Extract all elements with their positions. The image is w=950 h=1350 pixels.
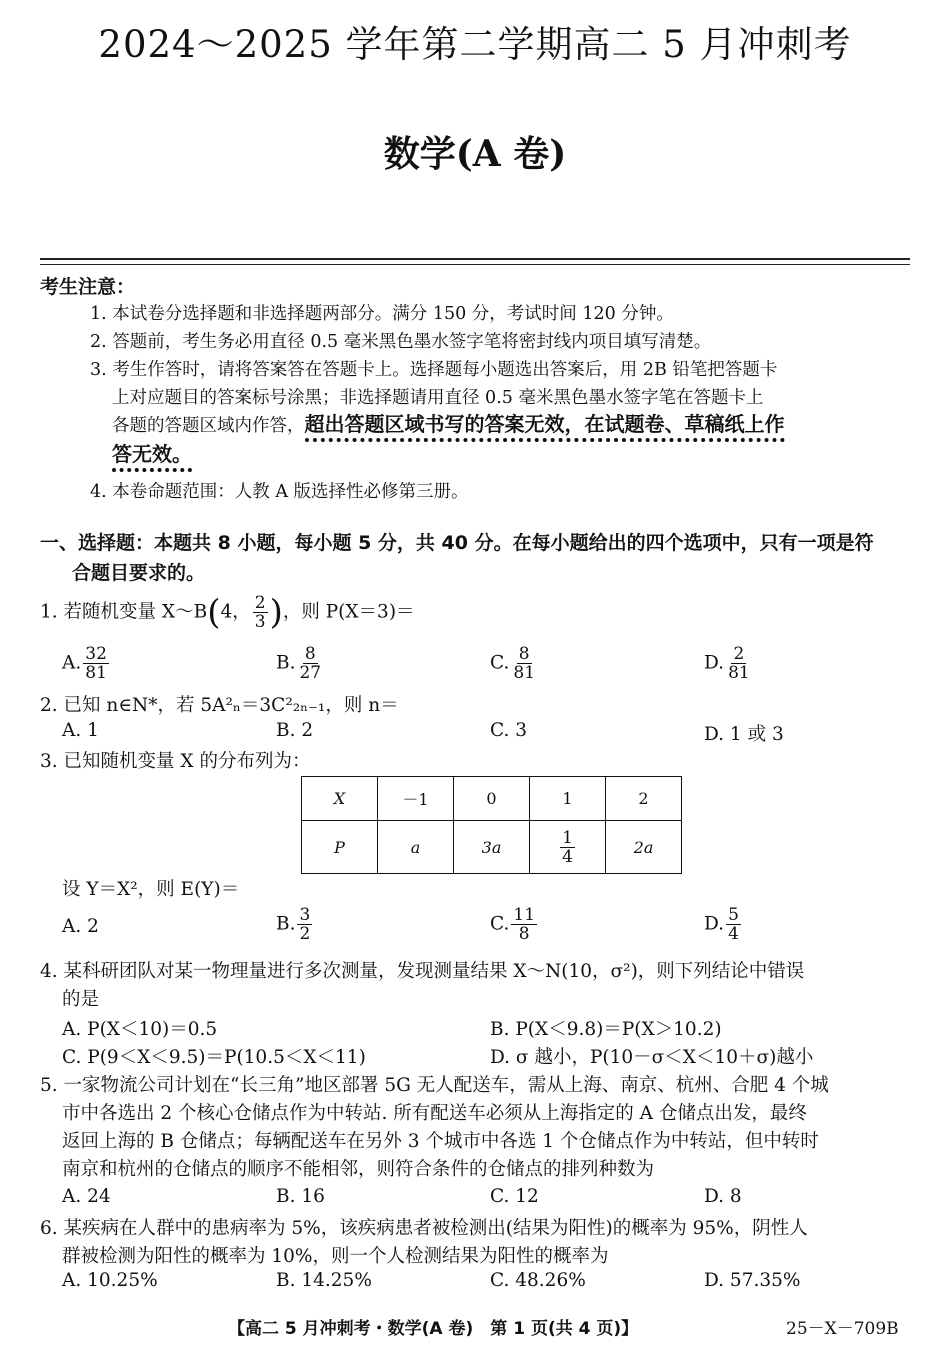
footer-page-info: 【高二 5 月冲刺考・数学(A 卷) 第 1 页(共 4 页)】 [228,1319,639,1339]
distribution-table [301,776,682,874]
q1-fraction: $\frac{2}{3}$ [254,593,266,632]
q6-option-c[interactable]: C. 48.26% [490,1270,586,1291]
question-1: 1. 若随机变量 X～B(4， $\frac{2}{3}$ )，则 P(X＝3)＝ [40,592,415,633]
q1-option-b[interactable]: B. $\frac{8}{27}$ [276,644,322,683]
q5-option-b[interactable]: B. 16 [276,1186,325,1207]
question-3: 3. 已知随机变量 X 的分布列为： [40,751,311,772]
question-6-cont: 群被检测为阳性的概率为 10%，则一个人检测结果为阳性的概率为 [62,1246,609,1267]
question-5: 5. 一家物流公司计划在“长三角”地区部署 5G 无人配送车，需从上海、南京、杭州、合肥 4 个城 [40,1075,829,1096]
table-cell: 0 [454,777,530,821]
q2-option-c[interactable]: C. 3 [490,720,528,741]
q4-option-d[interactable]: D. σ 越小，P(10－σ＜X＜10＋σ)越小 [490,1047,814,1068]
table-cell: －1 [378,777,454,821]
question-5-cont: 市中各选出 2 个核心仓储点作为中转站. 所有配送车必须从上海指定的 A 仓储点出发，最终 [62,1103,807,1124]
notice-item-1: 1. 本试卷分选择题和非选择题两部分。满分 150 分，考试时间 120 分钟。 [90,304,674,324]
question-5-cont: 南京和杭州的仓储点的顺序不能相邻，则符合条件的仓储点的排列种数为 [62,1159,655,1180]
table-cell: 1 [530,777,606,821]
table-cell: P [302,821,378,874]
question-2: 2. 已知 n∈N*，若 5A²ₙ＝3C²₂ₙ₋₁，则 n＝ [40,695,399,716]
q3-follow: 设 Y＝X²，则 E(Y)＝ [62,879,240,900]
q2-option-b[interactable]: B. 2 [276,720,314,741]
q1-option-a[interactable]: A. $\frac{32}{81}$ [62,644,107,683]
notice-emphasis: 答无效。 [112,442,192,472]
divider [40,258,910,260]
q3-option-c[interactable]: C. $\frac{11}{8}$ [490,905,536,944]
q4-option-a[interactable]: A. P(X＜10)＝0.5 [62,1019,218,1040]
table-cell: 2 [606,777,682,821]
q1-stem: 1. 若随机变量 X～B [40,601,208,623]
notice-item-2: 2. 答题前，考生务必用直径 0.5 毫米黑色墨水签字笔将密封线内项目填写清楚。 [90,332,712,352]
exam-title: 2024～2025 学年第二学期高二 5 月冲刺考 [98,23,852,66]
section-heading: 一、选择题：本题共 8 小题，每小题 5 分，共 40 分。在每小题给出的四个选项中，只有一项是符 [40,532,874,554]
q6-option-d[interactable]: D. 57.35% [704,1270,801,1291]
q3-option-d[interactable]: D. $\frac{5}{4}$ [704,905,739,944]
q5-option-d[interactable]: D. 8 [704,1186,742,1207]
table-cell: 3a [454,821,530,874]
notice-item-3: 3. 考生作答时，请将答案答在答题卡上。选择题每小题选出答案后，用 2B 铅笔把答题卡 [90,360,778,380]
q5-option-a[interactable]: A. 24 [62,1186,111,1207]
q3-option-b[interactable]: B. $\frac{3}{2}$ [276,905,311,944]
footer-code: 25－X－709B [786,1319,899,1339]
q5-option-c[interactable]: C. 12 [490,1186,539,1207]
section-heading-cont: 合题目要求的。 [72,562,206,584]
q3-option-a[interactable]: A. 2 [62,916,99,937]
q2-option-a[interactable]: A. 1 [62,720,99,741]
q6-option-b[interactable]: B. 14.25% [276,1270,372,1291]
divider [40,264,910,265]
q1-param: 4， [220,601,251,623]
q4-option-b[interactable]: B. P(X＜9.8)＝P(X＞10.2) [490,1019,722,1040]
notice-item-3-cont2 [112,410,912,440]
subject-title: 数学(A 卷) [383,133,567,175]
notice-item-4: 4. 本卷命题范围：人教 A 版选择性必修第三册。 [90,482,469,502]
table-cell: a [378,821,454,874]
table-cell: X [302,777,378,821]
notice-emphasis: 超出答题区域书写的答案无效，在试题卷、草稿纸上作 [305,412,785,442]
q1-stem-end: ，则 P(X＝3)＝ [282,601,415,623]
notice-heading: 考生注意： [40,276,136,298]
question-4-cont: 的是 [62,989,100,1010]
table-cell [530,821,606,874]
q2-option-d[interactable]: D. 1 或 3 [704,724,784,745]
q6-option-a[interactable]: A. 10.25% [62,1270,158,1291]
q4-option-c[interactable]: C. P(9＜X＜9.5)＝P(10.5＜X＜11) [62,1047,366,1068]
question-4: 4. 某科研团队对某一物理量进行多次测量，发现测量结果 X～N(10，σ²)，则下列结论中错误 [40,961,805,982]
notice-item-3-cont3 [112,440,912,470]
quarter-fraction: $\frac{1}{4}$ [562,827,573,867]
notice-item-3-cont: 上对应题目的答案标号涂黑；非选择题请用直径 0.5 毫米黑色墨水签字笔在答题卡上 [112,388,764,408]
notice-text: 各题的答题区域内作答， [112,416,305,436]
question-5-cont: 返回上海的 B 仓储点；每辆配送车在另外 3 个城市中各选 1 个仓储点作为中转站，但中转时 [62,1131,819,1152]
q1-option-d[interactable]: D. $\frac{2}{81}$ [704,644,750,683]
q1-option-c[interactable]: C. $\frac{8}{81}$ [490,644,536,683]
table-cell: 2a [606,821,682,874]
question-6: 6. 某疾病在人群中的患病率为 5%，该疾病患者被检测出(结果为阳性)的概率为 95%，阴性人 [40,1218,808,1239]
